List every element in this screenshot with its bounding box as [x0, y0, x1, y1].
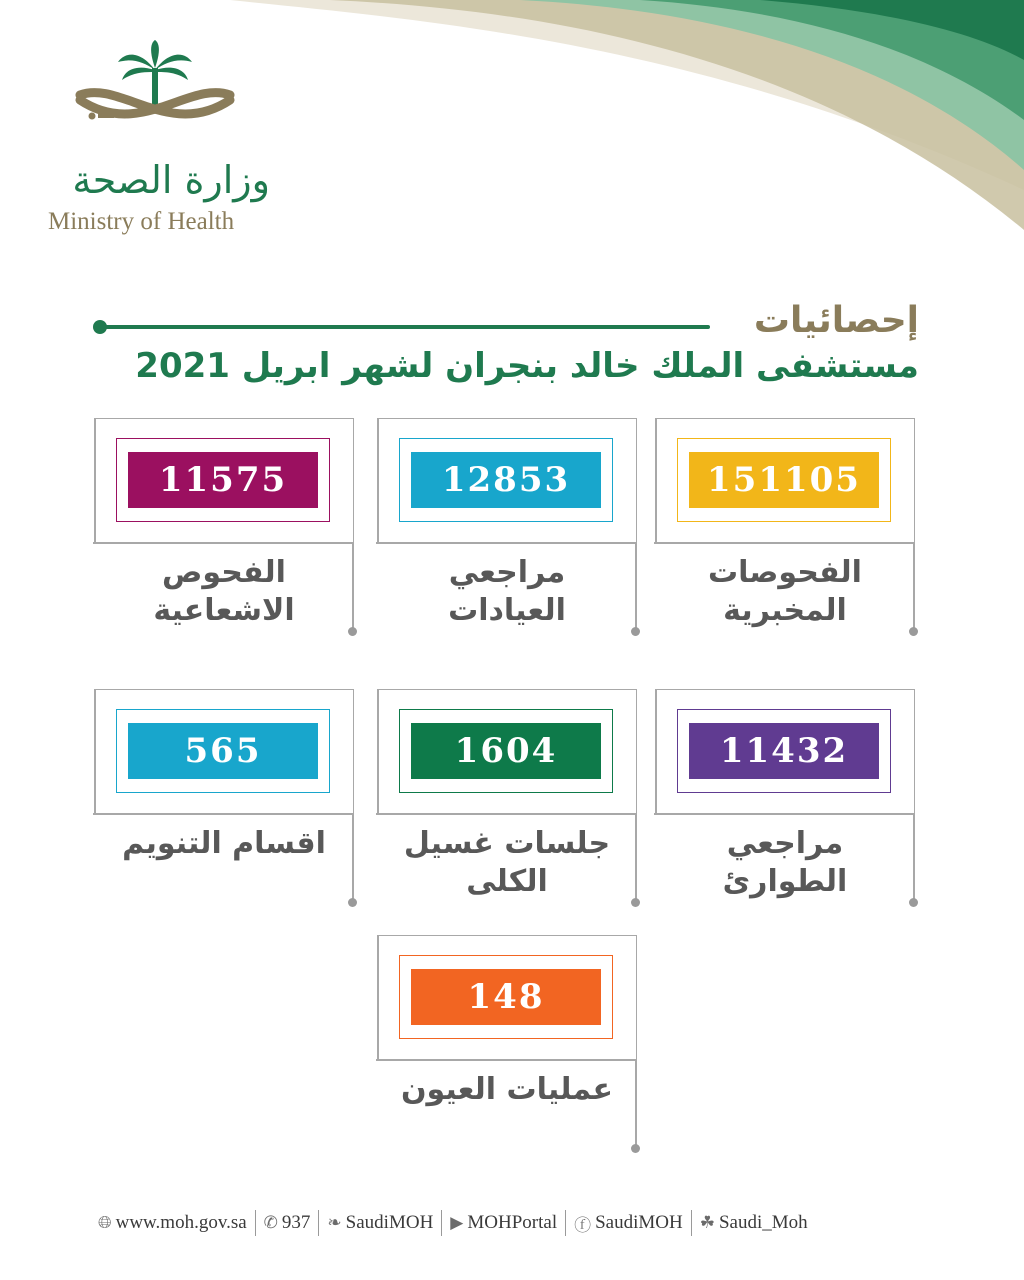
footer-separator: [441, 1210, 442, 1236]
stat-value: 1604: [411, 723, 601, 779]
footer-snapchat[interactable]: ☘ Saudi_Moh: [699, 1212, 808, 1233]
stat-value: 148: [411, 969, 601, 1025]
twitter-icon: ❧: [327, 1213, 342, 1232]
stat-label: جلسات غسيل الكلى: [403, 826, 611, 899]
footer-separator: [255, 1210, 256, 1236]
card-frame: [352, 542, 354, 630]
stat-label: مراجعي العيادات: [448, 555, 566, 628]
card-frame: [376, 1059, 637, 1061]
card-frame: [635, 1059, 637, 1147]
footer-separator: [565, 1210, 566, 1236]
card-corner-dot: [631, 1144, 640, 1153]
stat-value: 151105: [689, 452, 879, 508]
card-frame: [654, 813, 915, 815]
card-frame: [352, 813, 354, 901]
stat-value: 565: [128, 723, 318, 779]
card-corner-dot: [631, 898, 640, 907]
facebook-icon: ⓕ: [574, 1215, 592, 1235]
stat-card: [655, 689, 917, 909]
palm-swords-emblem: [70, 40, 240, 150]
snapchat-icon: ☘: [699, 1213, 715, 1232]
stat-label: مراجعي الطوارئ: [722, 826, 848, 899]
card-frame: [93, 813, 354, 815]
card-frame: [635, 542, 637, 630]
logo-arabic-text: وزارة الصحة: [72, 158, 270, 202]
stat-card: [655, 418, 917, 638]
card-corner-dot: [348, 898, 357, 907]
logo-english-text: Ministry of Health: [48, 208, 235, 235]
card-frame: [93, 542, 354, 544]
footer-youtube[interactable]: ▶ MOHPortal: [450, 1212, 558, 1233]
phone-icon: ✆: [263, 1213, 278, 1232]
page-subtitle: مستشفى الملك خالد بنجران لشهر ابريل 2021: [135, 346, 919, 386]
stat-card: [94, 418, 356, 638]
footer-website[interactable]: 🌐︎ www.moh.gov.sa: [98, 1212, 247, 1233]
youtube-icon: ▶: [450, 1213, 464, 1232]
contact-footer: [98, 1210, 938, 1236]
stat-label: عمليات العيون: [400, 1072, 614, 1107]
footer-twitter[interactable]: ❧ SaudiMOH: [327, 1212, 434, 1233]
footer-separator: [318, 1210, 319, 1236]
stat-value: 11432: [689, 723, 879, 779]
card-frame: [376, 813, 637, 815]
moh-logo: [40, 40, 280, 250]
card-corner-dot: [631, 627, 640, 636]
stat-card: [377, 935, 639, 1155]
card-corner-dot: [348, 627, 357, 636]
stat-label: الفحوص الاشعاعية: [153, 555, 295, 628]
title-underline-dot: [93, 320, 107, 334]
stat-card: [377, 418, 639, 638]
stat-value: 11575: [128, 452, 318, 508]
card-frame: [635, 813, 637, 901]
footer-facebook[interactable]: ⓕ SaudiMOH: [574, 1212, 683, 1235]
card-corner-dot: [909, 627, 918, 636]
stat-value: 12853: [411, 452, 601, 508]
footer-separator: [691, 1210, 692, 1236]
card-corner-dot: [909, 898, 918, 907]
stat-card: [94, 689, 356, 909]
stat-card: [377, 689, 639, 909]
stat-label: الفحوصات المخبرية: [708, 555, 862, 628]
card-frame: [654, 542, 915, 544]
card-frame: [376, 542, 637, 544]
globe-icon: 🌐︎: [98, 1213, 112, 1232]
stat-label: اقسام التنويم: [122, 826, 326, 861]
card-frame: [913, 542, 915, 630]
card-frame: [913, 813, 915, 901]
title-underline: [100, 325, 710, 329]
page-title: إحصائيات: [753, 300, 919, 341]
footer-phone[interactable]: ✆ 937: [263, 1212, 311, 1233]
